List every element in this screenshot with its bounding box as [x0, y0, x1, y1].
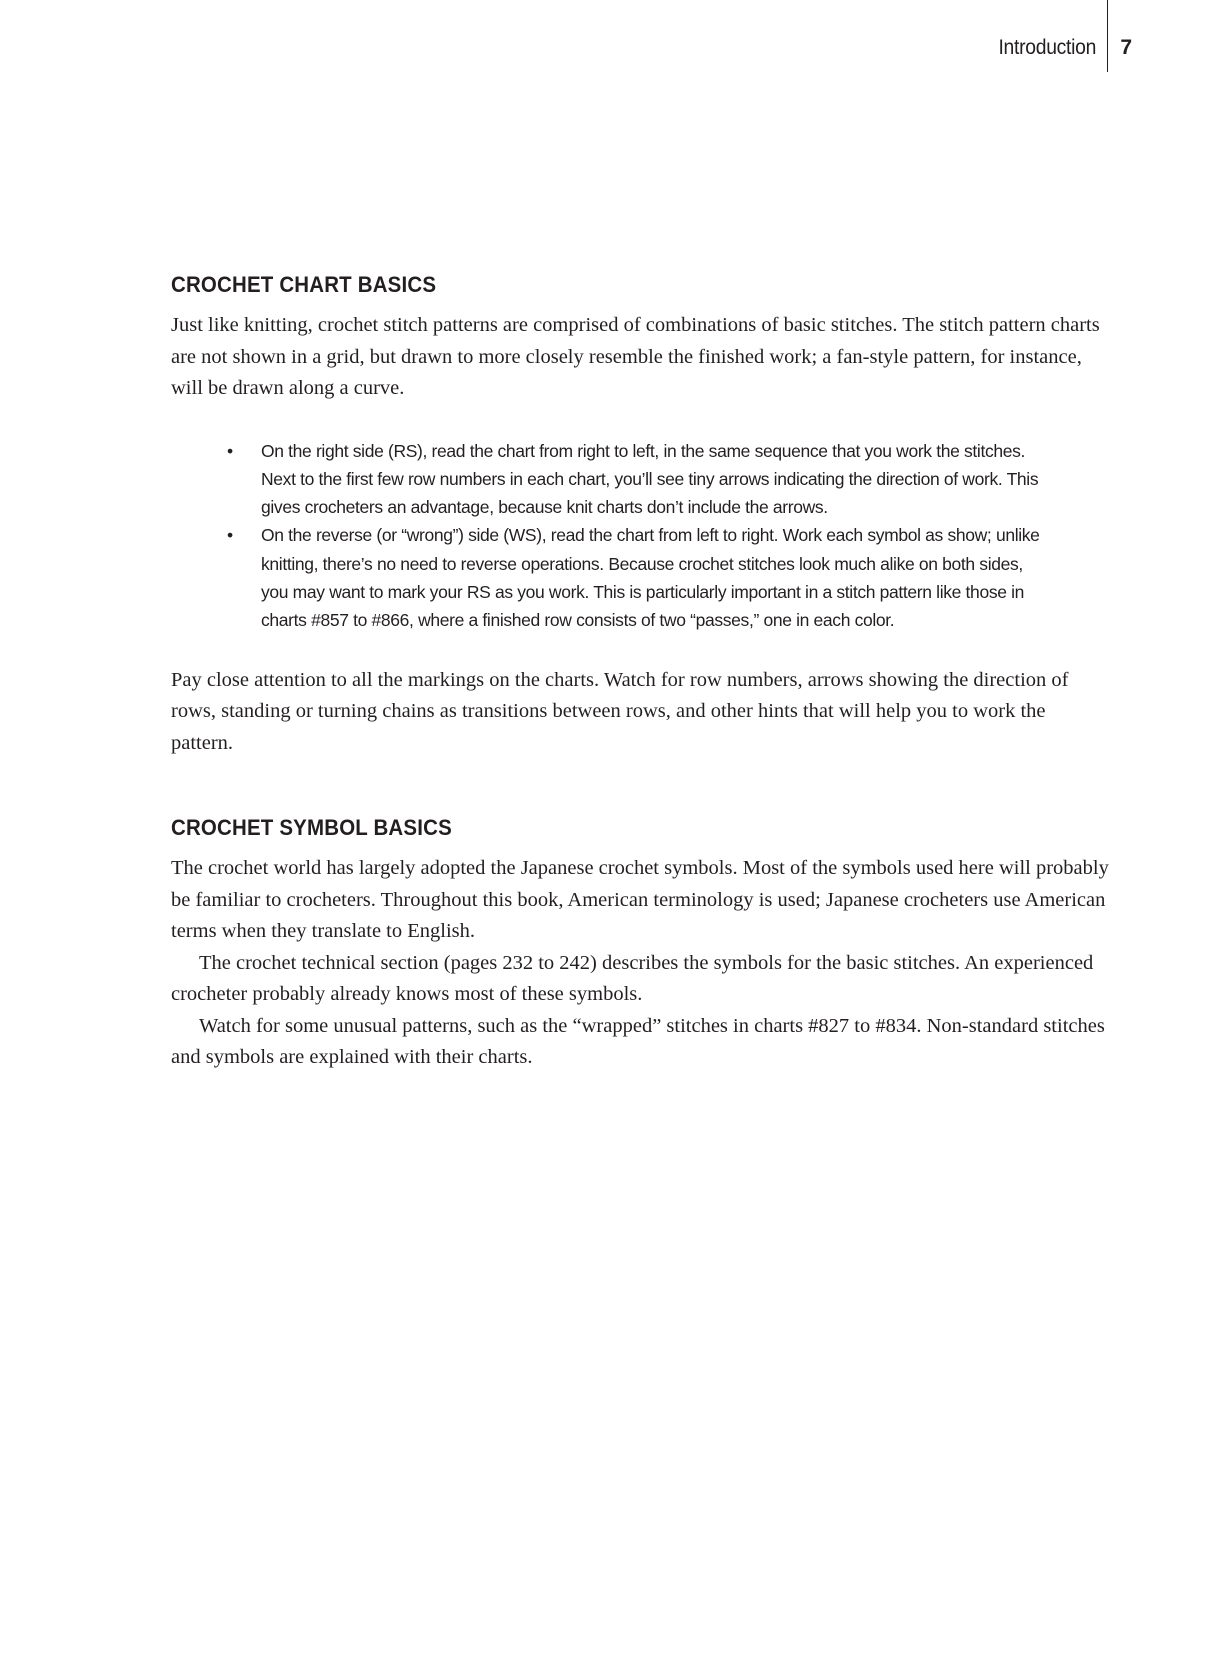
paragraph-technical-section: The crochet technical section (pages 232 to 242) describes the symbols for the basic stitches. An experienced crocheter probably already knows most of these symbols. — [171, 951, 1094, 1006]
bullet-list — [171, 437, 1047, 635]
page-number: 7 — [1120, 36, 1132, 59]
running-head — [989, 32, 1132, 72]
page-body — [171, 272, 1111, 1074]
section-chart-basics — [171, 272, 1111, 759]
bullet-marker: • — [227, 525, 234, 546]
paragraph-chart-basics-intro: Just like knitting, crochet stitch patterns are comprised of combinations of basic stitches. The stitch pattern charts are not shown in a grid, but drawn to more closely resemble the finished work; a fan-style pattern, for instance, will be drawn along a curve. — [171, 314, 1100, 399]
bullet-item — [227, 521, 1047, 634]
paragraph-chart-markings: Pay close attention to all the markings on the charts. Watch for row numbers, arrows showing the direction of rows, standing or turning chains as transitions between rows, and other hints that will help you to work the pattern. — [171, 668, 1069, 754]
paragraph-unusual-patterns: Watch for some unusual patterns, such as the “wrapped” stitches in charts #827 to #834. Non-standard stitches and symbols are explained with their charts. — [171, 1014, 1105, 1069]
bullet-marker: • — [227, 440, 234, 461]
section-spacer — [171, 759, 1111, 815]
paragraph-symbol-basics-intro: The crochet world has largely adopted the Japanese crochet symbols. Most of the symbols used here will probably be familiar to crocheters. Throughout this book, American terminology is used; Japanese crocheters use American terms when they translate to English. — [171, 857, 1109, 943]
section-symbol-basics — [171, 815, 1111, 1074]
bullet-item — [227, 437, 1047, 522]
section-heading-symbol-basics: CROCHET SYMBOL BASICS — [171, 815, 452, 841]
bullet-text: On the reverse (or “wrong”) side (WS), read the chart from left to right. Work each symbol as show; unlike knitting, there’s no need to reverse operations. Because crochet stitches look much alike on both sides, you may want to mark your RS as you work. This is particularly important in a stitch pattern like those in charts #857 to #866, where a finished row consists of two “passes,” one in each color. — [261, 525, 1040, 631]
bullet-text: On the right side (RS), read the chart from right to left, in the same sequence that you work the stitches. Next to the first few row numbers in each chart, you’ll see tiny arrows indicating the direction of work. This gives crocheters an advantage, because knit charts don’t include the arrows. — [261, 440, 1039, 518]
running-head-section: Introduction — [998, 36, 1097, 59]
section-heading-chart-basics: CROCHET CHART BASICS — [171, 272, 437, 297]
